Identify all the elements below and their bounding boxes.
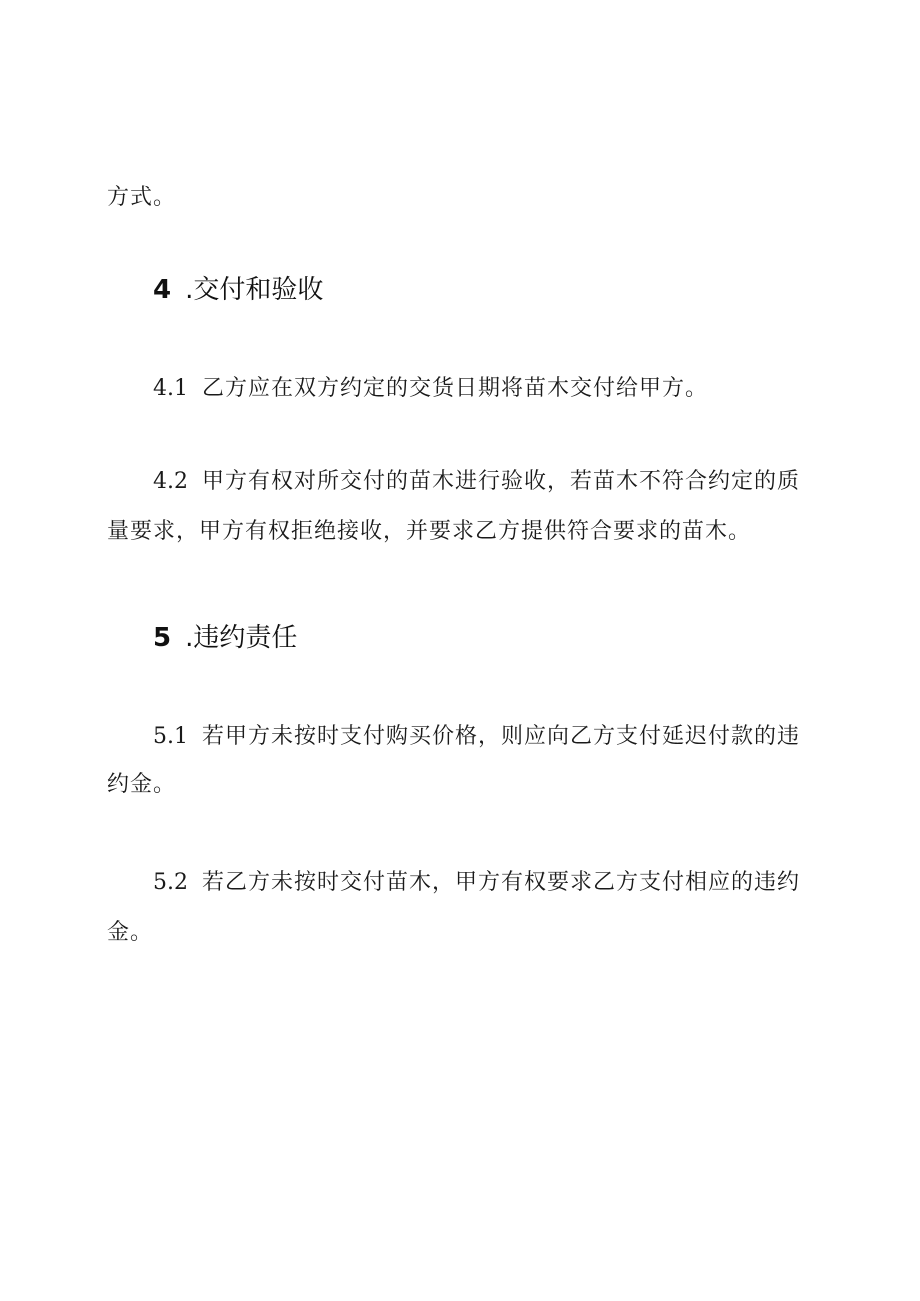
- clause-text: 甲方有权对所交付的苗木进行验收，若苗木不符合约定的质: [202, 469, 801, 494]
- section-heading-4: [153, 277, 323, 303]
- clause-5-1-continuation: 约金。: [107, 772, 177, 797]
- clause-number: 5.2: [153, 870, 188, 895]
- section-title: .交付和验收: [185, 275, 324, 305]
- clause-5-2: [153, 872, 800, 894]
- clause-4-2: [153, 471, 800, 493]
- section-title: .违约责任: [185, 623, 298, 653]
- section-number: 5: [153, 623, 172, 653]
- clause-4-1: [153, 378, 708, 400]
- section-heading-5: [153, 625, 297, 651]
- clause-number: 4.2: [153, 469, 188, 494]
- clause-5-2-continuation: 金。: [107, 920, 154, 945]
- section-number: 4: [153, 275, 172, 305]
- clause-text: 乙方应在双方约定的交货日期将苗木交付给甲方。: [202, 376, 709, 401]
- clause-4-2-continuation: 量要求，甲方有权拒绝接收，并要求乙方提供符合要求的苗木。: [107, 519, 752, 544]
- clause-text: 若乙方未按时交付苗木，甲方有权要求乙方支付相应的违约: [202, 870, 801, 895]
- clause-number: 5.1: [153, 724, 188, 749]
- clause-text: 若甲方未按时支付购买价格，则应向乙方支付延迟付款的违: [202, 724, 801, 749]
- clause-number: 4.1: [153, 376, 188, 401]
- clause-5-1: [153, 726, 800, 748]
- continuation-text: 方式。: [107, 185, 177, 210]
